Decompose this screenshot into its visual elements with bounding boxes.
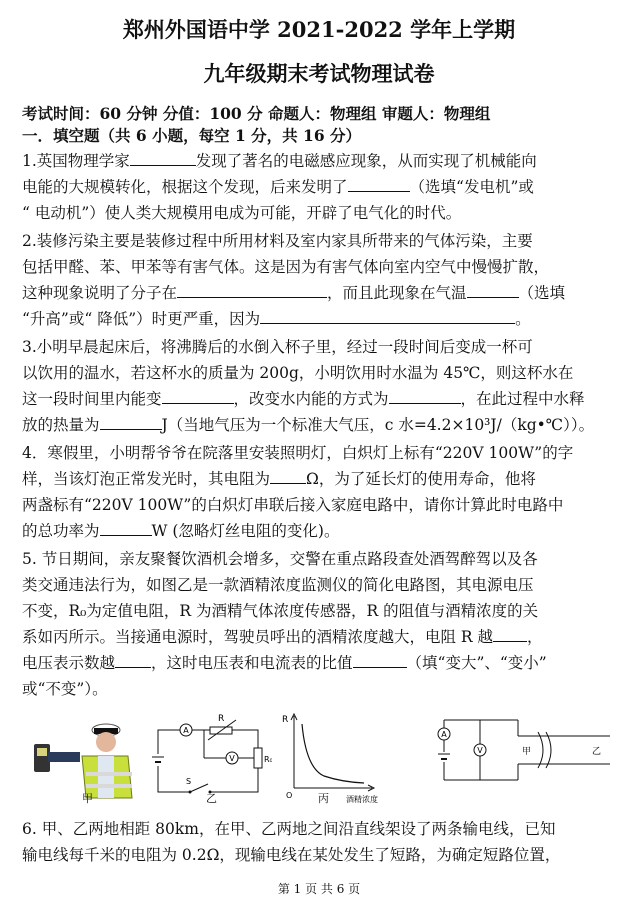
- q2-text: ，而且此现象在气温: [327, 284, 467, 302]
- q4-line4: [22, 520, 620, 542]
- q5-line6: 或“不变”）。: [22, 680, 108, 698]
- figure-yi-label: 乙: [206, 792, 217, 805]
- q2-line1: 2.装修污染主要是装修过程中所用材料及室内家具所带来的气体污染，主要: [22, 232, 533, 250]
- location-jia-label: 甲: [522, 747, 532, 757]
- answer-blank[interactable]: [260, 309, 515, 324]
- q3-text: ，在此过程中水释: [460, 390, 585, 408]
- transmission-line-diagram: [430, 712, 620, 792]
- q5-line2: 类交通违法行为，如图乙是一款酒精浓度监测仪的简化电路图，其电源电压: [22, 576, 534, 594]
- switch-label: S: [186, 777, 192, 786]
- q5-line3: 不变，R₀为定值电阻，R 为酒精气体浓度传感器，R 的阻值与酒精浓度的关: [22, 602, 539, 620]
- q4-line1: 4．寒假里，小明帮爷爷在院落里安装照明灯，白炽灯上标有“220V 100W”的字: [22, 444, 574, 462]
- answer-blank[interactable]: [177, 283, 327, 298]
- answer-blank[interactable]: [353, 653, 407, 668]
- q4-text: W (忽略灯丝电阻的变化)。: [151, 522, 340, 540]
- q5-text: 系如丙所示。当接通电源时，驾驶员呼出的酒精浓度越大，电阻 R 越: [22, 628, 494, 646]
- exam-title-line2: 九年级期末考试物理试卷: [203, 61, 435, 86]
- exam-info: 考试时间：60 分钟 分值：100 分 命题人：物理组 审题人：物理组: [22, 104, 491, 123]
- q3-text: 放的热量为: [22, 416, 100, 434]
- q3-text: J（当地气压为一个标准大气压，c 水=4.2×10³J/（kg•℃））。: [161, 416, 595, 434]
- q3-text: 这一段时间里内能变: [22, 390, 162, 408]
- q2-line4: [22, 308, 620, 330]
- answer-blank[interactable]: [467, 283, 519, 298]
- answer-blank[interactable]: [493, 627, 527, 642]
- q1-line2: [22, 176, 620, 198]
- figure-bing-graph: [280, 710, 400, 806]
- q5-line5: [22, 652, 620, 674]
- answer-blank[interactable]: [115, 653, 151, 668]
- answer-blank[interactable]: [270, 469, 306, 484]
- q5-text: ，: [527, 628, 543, 646]
- ammeter-label: A: [183, 726, 189, 735]
- q4-line2: [22, 468, 620, 490]
- figure-transmission-lines: [430, 712, 620, 792]
- answer-blank[interactable]: [389, 389, 461, 404]
- q6-line2: 输电线每千米的电阻为 0.2Ω，现输电线在某处发生了短路，为确定短路位置，: [22, 846, 561, 864]
- q1-text: （选填“发电机”或: [409, 178, 534, 196]
- q4-text: 的总功率为: [22, 522, 100, 540]
- y-axis-label: R: [282, 715, 289, 725]
- q2-text: 。: [515, 310, 531, 328]
- q2-text: “升高”或“ 降低”）时更严重，因为: [22, 310, 261, 328]
- q3-line3: [22, 388, 620, 410]
- q5-text: （填“变大”、“变小”: [406, 654, 547, 672]
- resistor-R0-label: R₀: [264, 755, 272, 764]
- resistor-R-label: R: [218, 714, 225, 724]
- exam-title-line1: 郑州外国语中学 2021-2022 学年上学期: [122, 17, 516, 42]
- q3-line4: [22, 414, 620, 436]
- resistance-concentration-graph: [280, 710, 400, 806]
- voltmeter-label: V: [477, 746, 483, 755]
- resistance-curve: [302, 724, 364, 783]
- q1-text: 电能的大规模转化，根据这个发现，后来发明了: [22, 178, 348, 196]
- resistor-R0: [254, 748, 262, 768]
- q5-line1: 5. 节日期间，亲友聚餐饮酒机会增多，交警在重点路段查处酒驾醉驾以及各: [22, 550, 538, 568]
- q4-line3: 两盏标有“220V 100W”的白炽灯串联后接入家庭电路中，请你计算此时电路中: [22, 496, 564, 514]
- ammeter-label: A: [441, 730, 447, 739]
- q5-text: 电压表示数越: [22, 654, 116, 672]
- x-axis-label: 酒精浓度: [346, 795, 378, 804]
- q2-line3: [22, 282, 620, 304]
- location-yi-label: 乙: [592, 747, 602, 757]
- q2-text: 这种现象说明了分子在: [22, 284, 178, 302]
- answer-blank[interactable]: [130, 151, 196, 166]
- q5-text: ，这时电压表和电流表的比值: [151, 654, 353, 672]
- section1-heading: 一．填空题（共 6 小题，每空 1 分，共 16 分）: [22, 126, 362, 145]
- q1-text: 发现了著名的电磁感应现象，从而实现了机械能向: [195, 152, 537, 170]
- q4-text: 样，当该灯泡正常发光时，其电阻为: [22, 470, 271, 488]
- q1-line3: “ 电动机”）使人类大规模用电成为可能，开辟了电气化的时代。: [22, 204, 462, 222]
- q3-line1: 3.小明早晨起床后，将沸腾后的水倒入杯子里，经过一段时间后变成一杯可: [22, 338, 533, 356]
- page-footer: 第 1 页 共 6 页: [277, 882, 361, 896]
- voltmeter-label: V: [229, 754, 235, 763]
- q2-text: （选填: [518, 284, 566, 302]
- origin-label: O: [286, 791, 293, 800]
- q6-line1: 6. 甲、乙两地相距 80km，在甲、乙两地之间沿直线架设了两条输电线，已知: [22, 820, 556, 838]
- answer-blank[interactable]: [348, 177, 410, 192]
- q1-line1: [22, 150, 620, 172]
- answer-blank[interactable]: [100, 415, 162, 430]
- answer-blank[interactable]: [100, 521, 152, 536]
- q3-line2: 以饮用的温水，若这杯水的质量为 200g，小明饮用时水温为 45℃，则这杯水在: [22, 364, 574, 382]
- q3-text: ，改变水内能的方式为: [233, 390, 389, 408]
- q4-text: Ω，为了延长灯的使用寿命，他将: [306, 470, 536, 488]
- figure-jia-label: 甲: [82, 792, 93, 805]
- figure-bing-label: 丙: [318, 792, 329, 805]
- answer-blank[interactable]: [162, 389, 234, 404]
- q5-line4: [22, 626, 620, 648]
- q2-line2: 包括甲醛、苯、甲苯等有害气体。这是因为有害气体向室内空气中慢慢扩散，: [22, 258, 550, 276]
- q1-text: 1.英国物理学家: [22, 152, 130, 170]
